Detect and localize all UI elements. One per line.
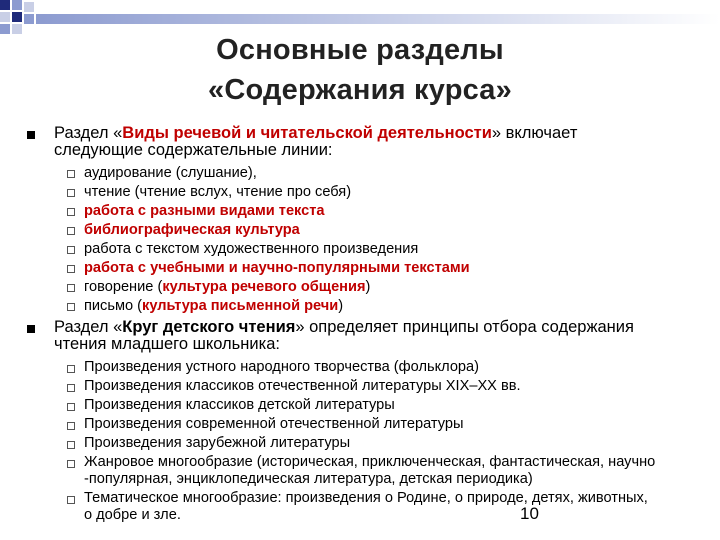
list-item — [84, 490, 714, 524]
section1-intro — [54, 125, 704, 159]
list-item-marker — [67, 303, 75, 311]
list-item-marker — [67, 227, 75, 235]
section2-intro-prefix: Раздел « — [54, 318, 123, 336]
section2-intro-highlight: Круг детского чтения — [122, 318, 296, 336]
section2-intro-suffix: » определяет принципы отбора содержания — [295, 318, 634, 336]
title-line-2: «Содержания курса» — [208, 74, 512, 106]
list-item: Произведения устного народного творчества (фольклора) — [84, 359, 480, 375]
list-item: работа с разными видами текста — [84, 203, 325, 219]
page-number: 10 — [520, 504, 539, 523]
list-item: Произведения зарубежной литературы — [84, 435, 351, 451]
section1-intro-highlight: Виды речевой и читательской деятельности — [122, 124, 492, 142]
list-item: аудирование (слушание), — [84, 165, 257, 181]
list-item-marker — [67, 170, 75, 178]
list-item: Произведения классиков отечественной литературы XIX–XX вв. — [84, 378, 521, 394]
list-item: работа с текстом художественного произведения — [84, 241, 419, 257]
page-title — [150, 30, 570, 110]
list-item-suffix: ) — [365, 279, 371, 295]
list-item: Произведения современной отечественной литературы — [84, 416, 464, 432]
list-item-prefix: говорение ( — [84, 279, 163, 295]
list-item — [84, 279, 714, 296]
list-item-marker — [67, 422, 75, 430]
list-item-prefix: письмо ( — [84, 298, 143, 314]
section1-intro-suffix: » включает — [491, 124, 578, 142]
list-item-marker — [67, 365, 75, 373]
section2-intro — [54, 319, 704, 353]
title-line-1: Основные разделы — [216, 34, 504, 66]
list-item-marker — [67, 284, 75, 292]
section1-bullet — [27, 131, 35, 139]
list-item-line: Жанровое многообразие (историческая, приключенческая, фантастическая, научно — [84, 454, 656, 470]
section2-intro-line2: чтения младшего школьника: — [54, 335, 280, 353]
list-item: библиографическая культура — [84, 222, 300, 238]
list-item-suffix: ) — [338, 298, 344, 314]
list-item-marker — [67, 246, 75, 254]
section2-bullet — [27, 325, 35, 333]
list-item-marker — [67, 441, 75, 449]
list-item-line: -популярная, энциклопедическая литература, детская периодика) — [84, 471, 533, 487]
list-item-marker — [67, 265, 75, 273]
list-item-marker — [67, 496, 75, 504]
list-item-highlight: культура речевого общения — [162, 279, 366, 295]
list-item: Произведения классиков детской литературы — [84, 397, 395, 413]
list-item-marker — [67, 208, 75, 216]
section1-intro-prefix: Раздел « — [54, 124, 123, 142]
list-item-marker — [67, 384, 75, 392]
list-item-highlight: культура письменной речи — [142, 298, 339, 314]
list-item: работа с учебными и научно-популярными текстами — [84, 260, 470, 276]
list-item-line: о добре и зле. — [84, 507, 181, 523]
list-item-line: Тематическое многообразие: произведения о Родине, о природе, детях, животных, — [84, 490, 648, 506]
section1-intro-line2: следующие содержательные линии: — [54, 141, 333, 159]
list-item — [84, 298, 714, 315]
list-item: чтение (чтение вслух, чтение про себя) — [84, 184, 352, 200]
list-item-marker — [67, 189, 75, 197]
list-item-marker — [67, 403, 75, 411]
list-item-marker — [67, 460, 75, 468]
list-item — [84, 454, 714, 488]
